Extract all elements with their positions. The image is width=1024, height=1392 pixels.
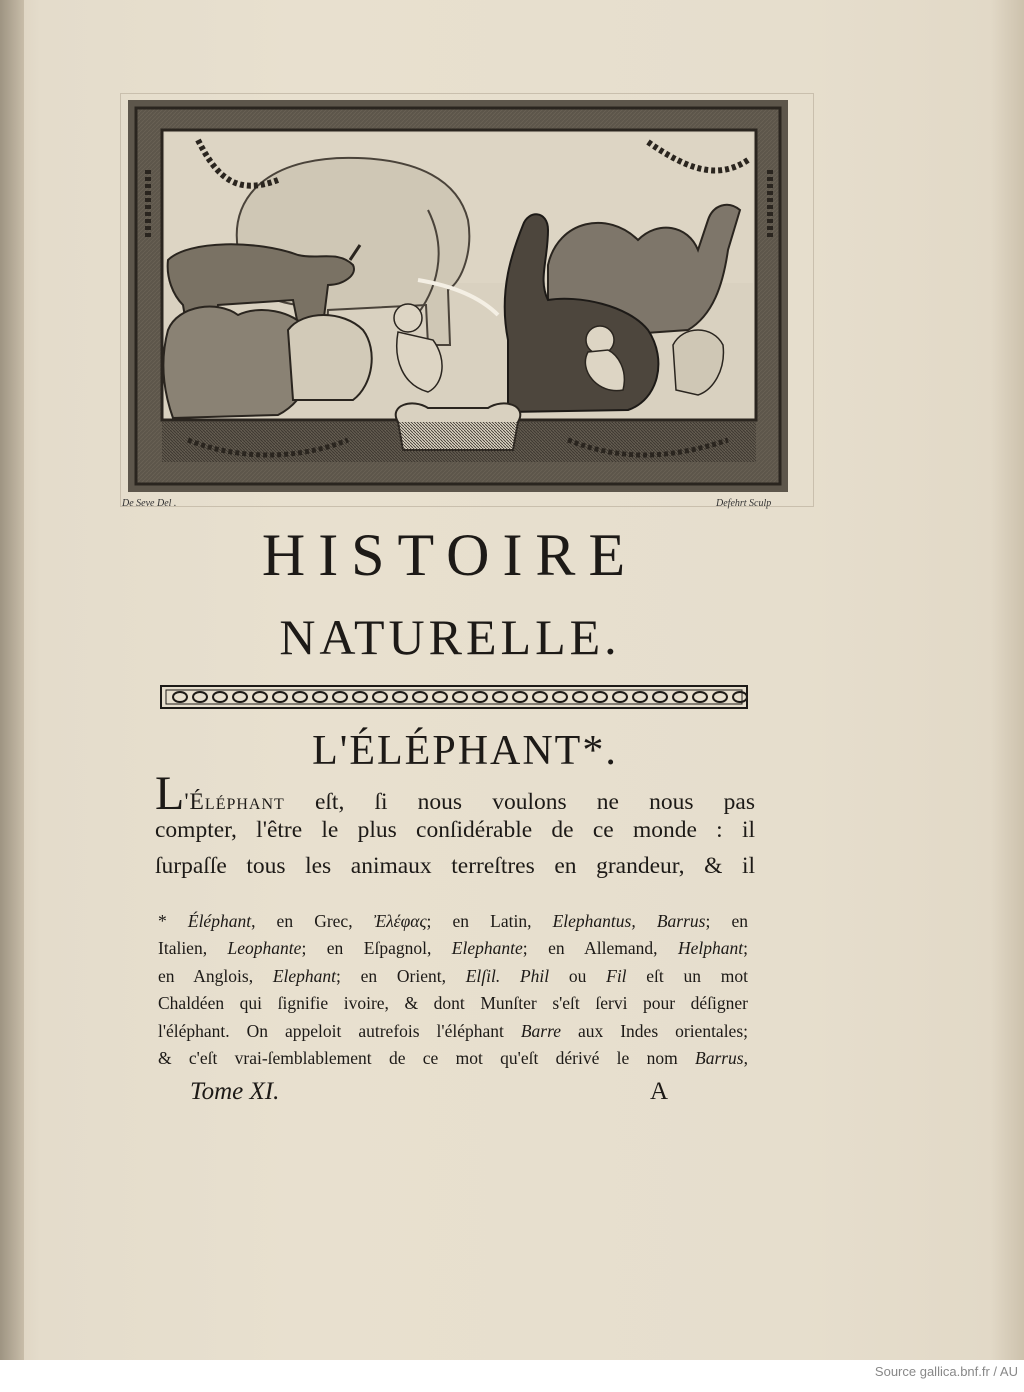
footnote-text-run: en Anglois, [158, 965, 273, 986]
ornament-link [233, 692, 247, 702]
footnote-text-run: Chaldéen qui ſignifie ivoire, & dont Munſter s'eſt ſervi pour déſigner [158, 993, 748, 1014]
ornament-link [293, 692, 307, 702]
ornament-link [533, 692, 547, 702]
footnote-line [158, 908, 748, 935]
ornament-link [213, 692, 227, 702]
footnote-text-run: ; en Orient, [336, 965, 466, 986]
ornament-rule [160, 683, 748, 711]
ornament-link [453, 692, 467, 702]
footnote-italic-run: Leophante [227, 938, 302, 959]
ornament-link [353, 692, 367, 702]
footnote-text-run: , en Grec, [251, 911, 374, 931]
footnote-text-run: ; en Allemand, [522, 938, 678, 959]
footnote-italic-run: Elephant [272, 965, 337, 986]
volume-label: Tome XI. [190, 1078, 280, 1105]
engraving-plate [120, 93, 814, 507]
footnote-line [158, 1018, 748, 1045]
ornament-link [573, 692, 587, 702]
footnote-text-run: l'éléphant. On appeloit autrefois l'éléphant [158, 1020, 521, 1041]
footnote-text-run: Italien, [158, 938, 228, 959]
footnote-text-run: * [158, 911, 188, 931]
footnote-text-run: aux Indes orientales; [561, 1020, 749, 1041]
engraving-image [128, 100, 788, 492]
footnote-text-run: eſt un mot [626, 965, 748, 986]
body-paragraph [155, 767, 755, 884]
footnote [158, 908, 748, 1072]
footnote-italic-run: Elſil. Phil [465, 965, 550, 986]
ornament-link [553, 692, 567, 702]
ornament-link [613, 692, 627, 702]
engraving-credit-designer: De Seve Del . [122, 498, 177, 509]
footnote-italic-run: Barrus [695, 1047, 744, 1068]
ornament-link [173, 692, 187, 702]
footnote-text-run: , [743, 1047, 748, 1068]
ornament-link [193, 692, 207, 702]
footnote-text-run: ou [549, 965, 607, 986]
title-histoire: HISTOIRE [261, 522, 639, 588]
footnote-italic-run: Helphant [677, 938, 744, 959]
footnote-text-run: & c'eſt vrai-ſemblablement de ce mot qu'eſt dérivé le nom [158, 1047, 695, 1068]
ornament-link [593, 692, 607, 702]
footnote-italic-run: Barre [520, 1020, 562, 1041]
footnote-text-run: ; en [705, 911, 748, 931]
ornament-link [513, 692, 527, 702]
ornament-link [653, 692, 667, 702]
footnote-text-run: ; en Latin, [426, 911, 553, 931]
footnote-italic-run: Elephantus, Barrus [552, 911, 706, 931]
footnote-italic-run: Elephante [451, 938, 523, 959]
body-line-1-text: eſt, ſi nous voulons ne nous pas [284, 789, 755, 815]
ornament-link [493, 692, 507, 702]
ornament-link [413, 692, 427, 702]
footnote-italic-run: Fil [606, 965, 627, 986]
footnote-text-run: ; en Eſpagnol, [301, 938, 452, 959]
ornament-link [633, 692, 647, 702]
page-gutter [0, 0, 24, 1360]
ornament-link [733, 692, 747, 702]
ornament-link [253, 692, 267, 702]
body-line-1 [155, 767, 755, 820]
body-line-2: compter, l'être le plus conſidérable de ce monde : il [155, 817, 755, 843]
ornament-link [713, 692, 727, 702]
signature-mark: A [650, 1078, 669, 1105]
footnote-line [158, 1045, 748, 1072]
section-heading: L'ÉLÉPHANT*. [312, 728, 618, 774]
ornament-link [273, 692, 287, 702]
footnote-text-run: ; [743, 938, 748, 959]
body-keyword: 'Éléphant [184, 789, 285, 815]
drop-cap: L [155, 767, 185, 820]
footnote-italic-run: Ἐλέφας [373, 911, 427, 931]
source-credit: Source gallica.bnf.fr / AU [874, 1364, 1018, 1379]
ornament-link [693, 692, 707, 702]
ornament-link [433, 692, 447, 702]
footnote-line [158, 935, 748, 962]
ornament-link [313, 692, 327, 702]
body-line-3: ſurpaſſe tous les animaux terreſtres en grandeur, & il [155, 853, 755, 879]
ornament-link [393, 692, 407, 702]
footnote-line [158, 990, 748, 1017]
footnote-italic-run: Éléphant [187, 911, 252, 931]
ornament-link [333, 692, 347, 702]
footnote-line [158, 963, 748, 990]
title-naturelle: NATURELLE. [279, 609, 621, 665]
ornament-link [673, 692, 687, 702]
ornament-link [473, 692, 487, 702]
engraving-credit-engraver: Defehrt Sculp [716, 498, 772, 509]
ornament-link [373, 692, 387, 702]
